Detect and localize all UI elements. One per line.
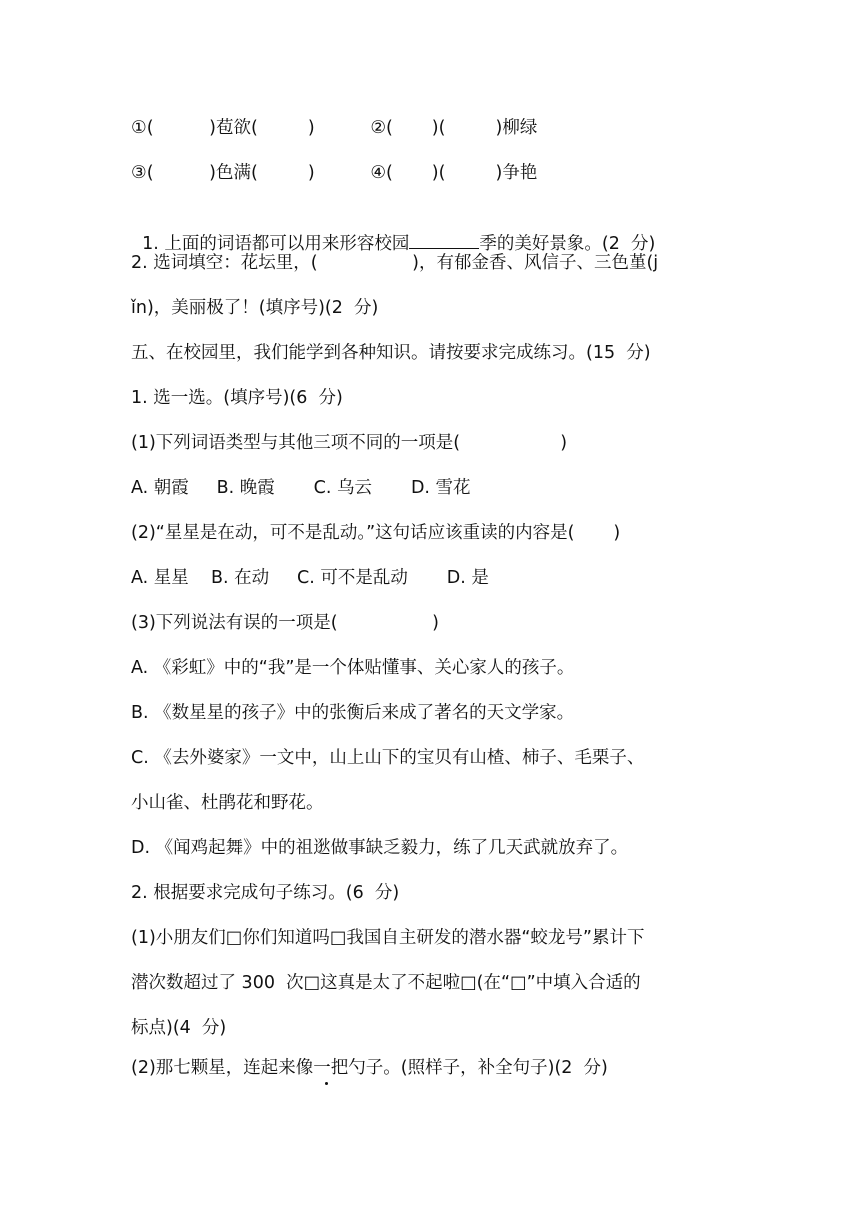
q2-options: A. 星星 B. 在动 C. 可不是乱动 D. 是 (131, 568, 489, 588)
question-fill-word: 2. 选词填空：花坛里，( )，有郁金香、风信子、三色堇(j (131, 253, 659, 273)
emphasis-dot (325, 1082, 328, 1085)
subsection-sentences: 2. 根据要求完成句子练习。(6 分) (131, 883, 400, 903)
q3-option-c: C. 《去外婆家》一文中，山上山下的宝贝有山楂、柿子、毛栗子、 (131, 748, 645, 768)
q3-option-b: B. 《数星星的孩子》中的张衡后来成了著名的天文学家。 (131, 703, 575, 723)
q3-stem: (3)下列说法有误的一项是( ) (131, 613, 440, 633)
question-season-suffix: 季的美好景象。(2 分) (479, 234, 656, 254)
word-fill-row-1: ①( )苞欲( ) ②( )( )柳绿 (131, 118, 538, 138)
question-season (131, 206, 655, 256)
section-5-heading: 五、在校园里，我们能学到各种知识。请按要求完成练习。(15 分) (131, 343, 651, 363)
season-blank[interactable] (409, 230, 479, 249)
q3-option-d: D. 《闻鸡起舞》中的祖逖做事缺乏毅力，练了几天武就放弃了。 (131, 838, 629, 858)
question-season-prefix: 1. 上面的词语都可以用来形容校园 (142, 234, 410, 254)
question-fill-word-cont: ǐn)，美丽极了！(填序号)(2 分) (131, 298, 379, 318)
subsection-choose: 1. 选一选。(填序号)(6 分) (131, 388, 343, 408)
complete-sentence-task: (2)那七颗星，连起来像一把勺子。(照样子，补全句子)(2 分) (131, 1058, 608, 1078)
q1-options: A. 朝霞 B. 晚霞 C. 乌云 D. 雪花 (131, 478, 471, 498)
punctuation-task-end: 标点)(4 分) (131, 1018, 227, 1038)
word-fill-row-2: ③( )色满( ) ④( )( )争艳 (131, 163, 538, 183)
q1-stem: (1)下列词语类型与其他三项不同的一项是( ) (131, 433, 568, 453)
q2-stem: (2)“星星是在动，可不是乱动。”这句话应该重读的内容是( ) (131, 523, 621, 543)
punctuation-task-cont: 潜次数超过了 300 次□这真是太了不起啦□(在“□”中填入合适的 (131, 973, 641, 993)
q3-option-a: A. 《彩虹》中的“我”是一个体贴懂事、关心家人的孩子。 (131, 658, 575, 678)
punctuation-task: (1)小朋友们□你们知道吗□我国自主研发的潜水器“蛟龙号”累计下 (131, 928, 645, 948)
q3-option-c-cont: 小山雀、杜鹃花和野花。 (131, 793, 324, 813)
